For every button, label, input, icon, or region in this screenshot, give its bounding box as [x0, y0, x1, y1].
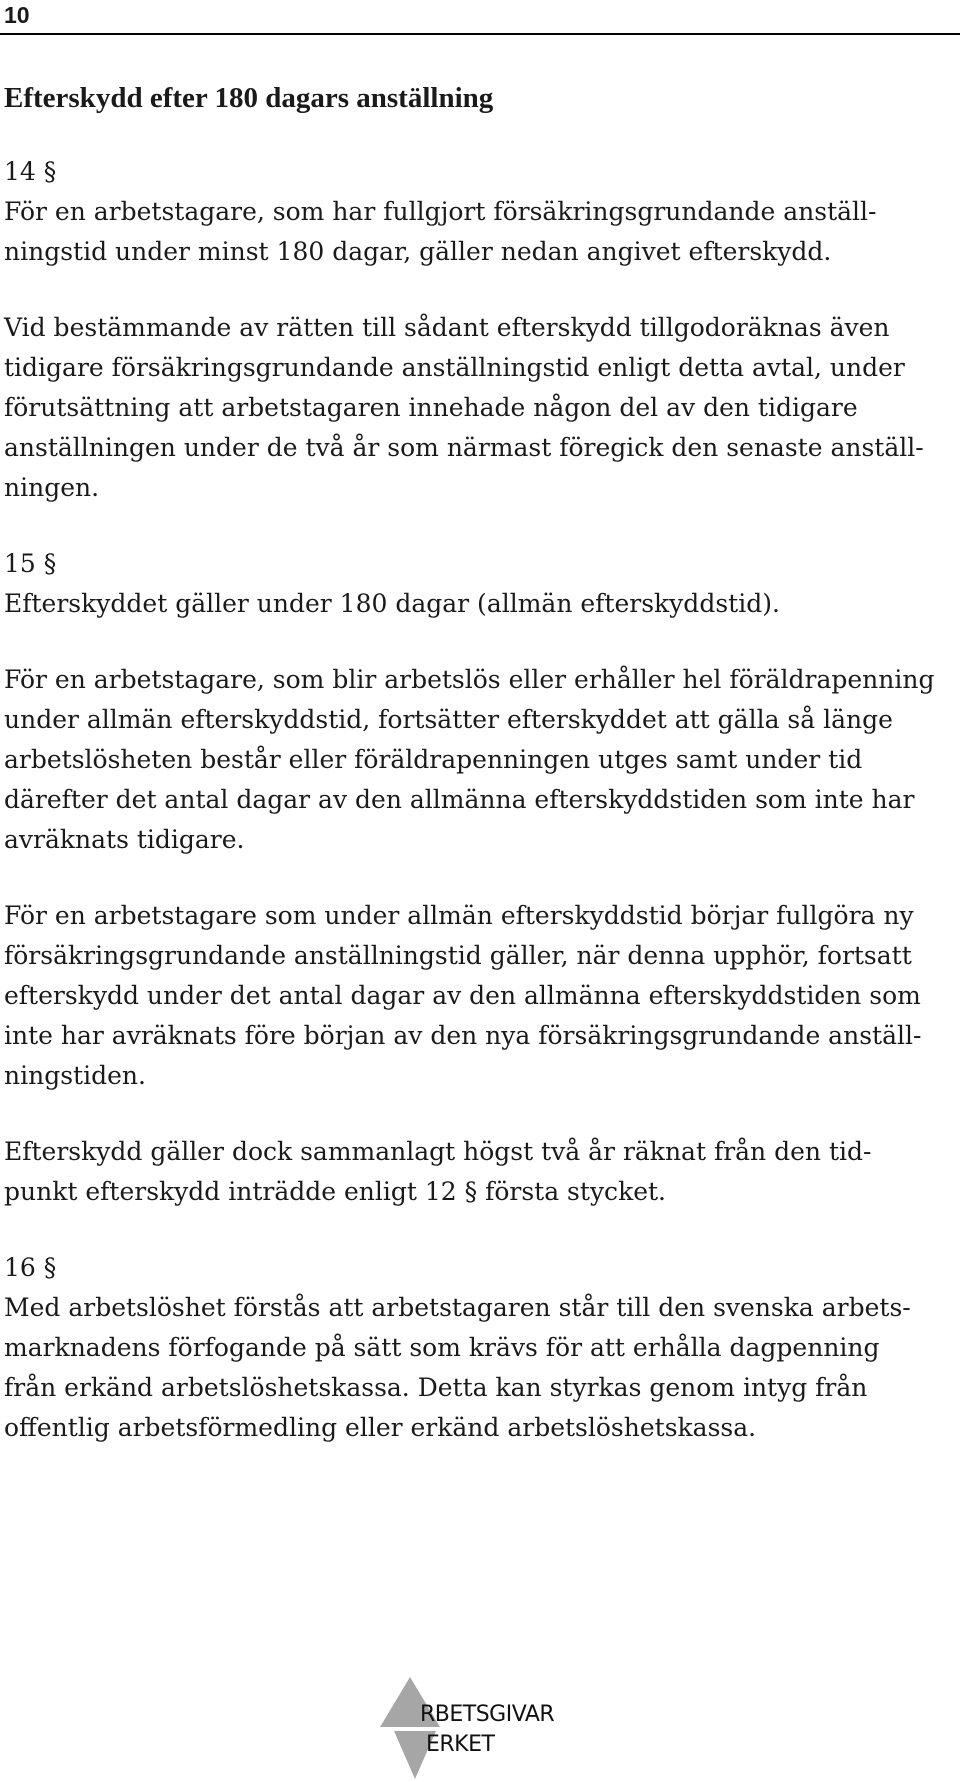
- text-line: försäkringsgrundande anställningstid gäller, när denna upphör, fortsatt: [4, 941, 912, 970]
- paragraph: [4, 544, 954, 624]
- paragraph: [4, 152, 954, 272]
- paragraph: [4, 1132, 954, 1212]
- text-line: tidigare försäkringsgrundande anställningstid enligt detta avtal, under: [4, 353, 905, 382]
- logo-triangles-icon: [380, 1675, 580, 1780]
- paragraph: [4, 660, 954, 860]
- paragraph-mark: 15 §: [4, 549, 57, 578]
- section-16: [4, 1248, 954, 1448]
- text-line: arbetslösheten består eller föräldrapenningen utges samt under tid: [4, 745, 863, 774]
- document-body: [4, 78, 954, 1484]
- section-heading: Efterskydd efter 180 dagars anställning: [4, 82, 494, 114]
- text-line: ningstiden.: [4, 1061, 146, 1090]
- text-line: därefter det antal dagar av den allmänna efterskyddstiden som inte har: [4, 785, 915, 814]
- text-line: marknadens förfogande på sätt som krävs för att erhålla dagpenning: [4, 1333, 880, 1362]
- text-line: Efterskyddet gäller under 180 dagar (allmän efterskyddstid).: [4, 589, 780, 618]
- logo-text-line2: ERKET: [426, 1732, 495, 1757]
- header-rule: [0, 33, 960, 35]
- text-line: För en arbetstagare som under allmän efterskyddstid börjar fullgöra ny: [4, 901, 914, 930]
- paragraph: [4, 1248, 954, 1448]
- section-14: [4, 152, 954, 508]
- text-line: inte har avräknats före början av den nya försäkringsgrundande anställ-: [4, 1021, 922, 1050]
- text-line: Vid bestämmande av rätten till sådant efterskydd tillgodoräknas även: [4, 313, 890, 342]
- text-line: Efterskydd gäller dock sammanlagt högst två år räknat från den tid-: [4, 1137, 872, 1166]
- paragraph: [4, 896, 954, 1096]
- text-line: från erkänd arbetslöshetskassa. Detta kan styrkas genom intyg från: [4, 1373, 868, 1402]
- text-line: anställningen under de två år som närmast föregick den senaste anställ-: [4, 433, 924, 462]
- paragraph: [4, 308, 954, 508]
- paragraph-mark: 14 §: [4, 157, 57, 186]
- text-line: offentlig arbetsförmedling eller erkänd arbetslöshetskassa.: [4, 1413, 757, 1442]
- text-line: avräknats tidigare.: [4, 825, 245, 854]
- text-line: ningstid under minst 180 dagar, gäller nedan angivet efterskydd.: [4, 237, 832, 266]
- text-line: förutsättning att arbetstagaren innehade någon del av den tidigare: [4, 393, 858, 422]
- text-line: För en arbetstagare, som blir arbetslös eller erhåller hel föräldrapenning: [4, 665, 935, 694]
- arbetsgivarverket-logo: [380, 1675, 580, 1780]
- text-line: ningen.: [4, 473, 100, 502]
- logo-text-line1: RBETSGIVAR: [420, 1702, 555, 1727]
- text-line: För en arbetstagare, som har fullgjort försäkringsgrundande anställ-: [4, 197, 877, 226]
- paragraph-mark: 16 §: [4, 1253, 57, 1282]
- text-line: efterskydd under det antal dagar av den allmänna efterskyddstiden som: [4, 981, 921, 1010]
- page-number: 10: [4, 2, 30, 28]
- text-line: Med arbetslöshet förstås att arbetstagaren står till den svenska arbets-: [4, 1293, 911, 1322]
- text-line: under allmän efterskyddstid, fortsätter efterskyddet att gälla så länge: [4, 705, 893, 734]
- text-line: punkt efterskydd inträdde enligt 12 § första stycket.: [4, 1177, 666, 1206]
- section-15: [4, 544, 954, 1212]
